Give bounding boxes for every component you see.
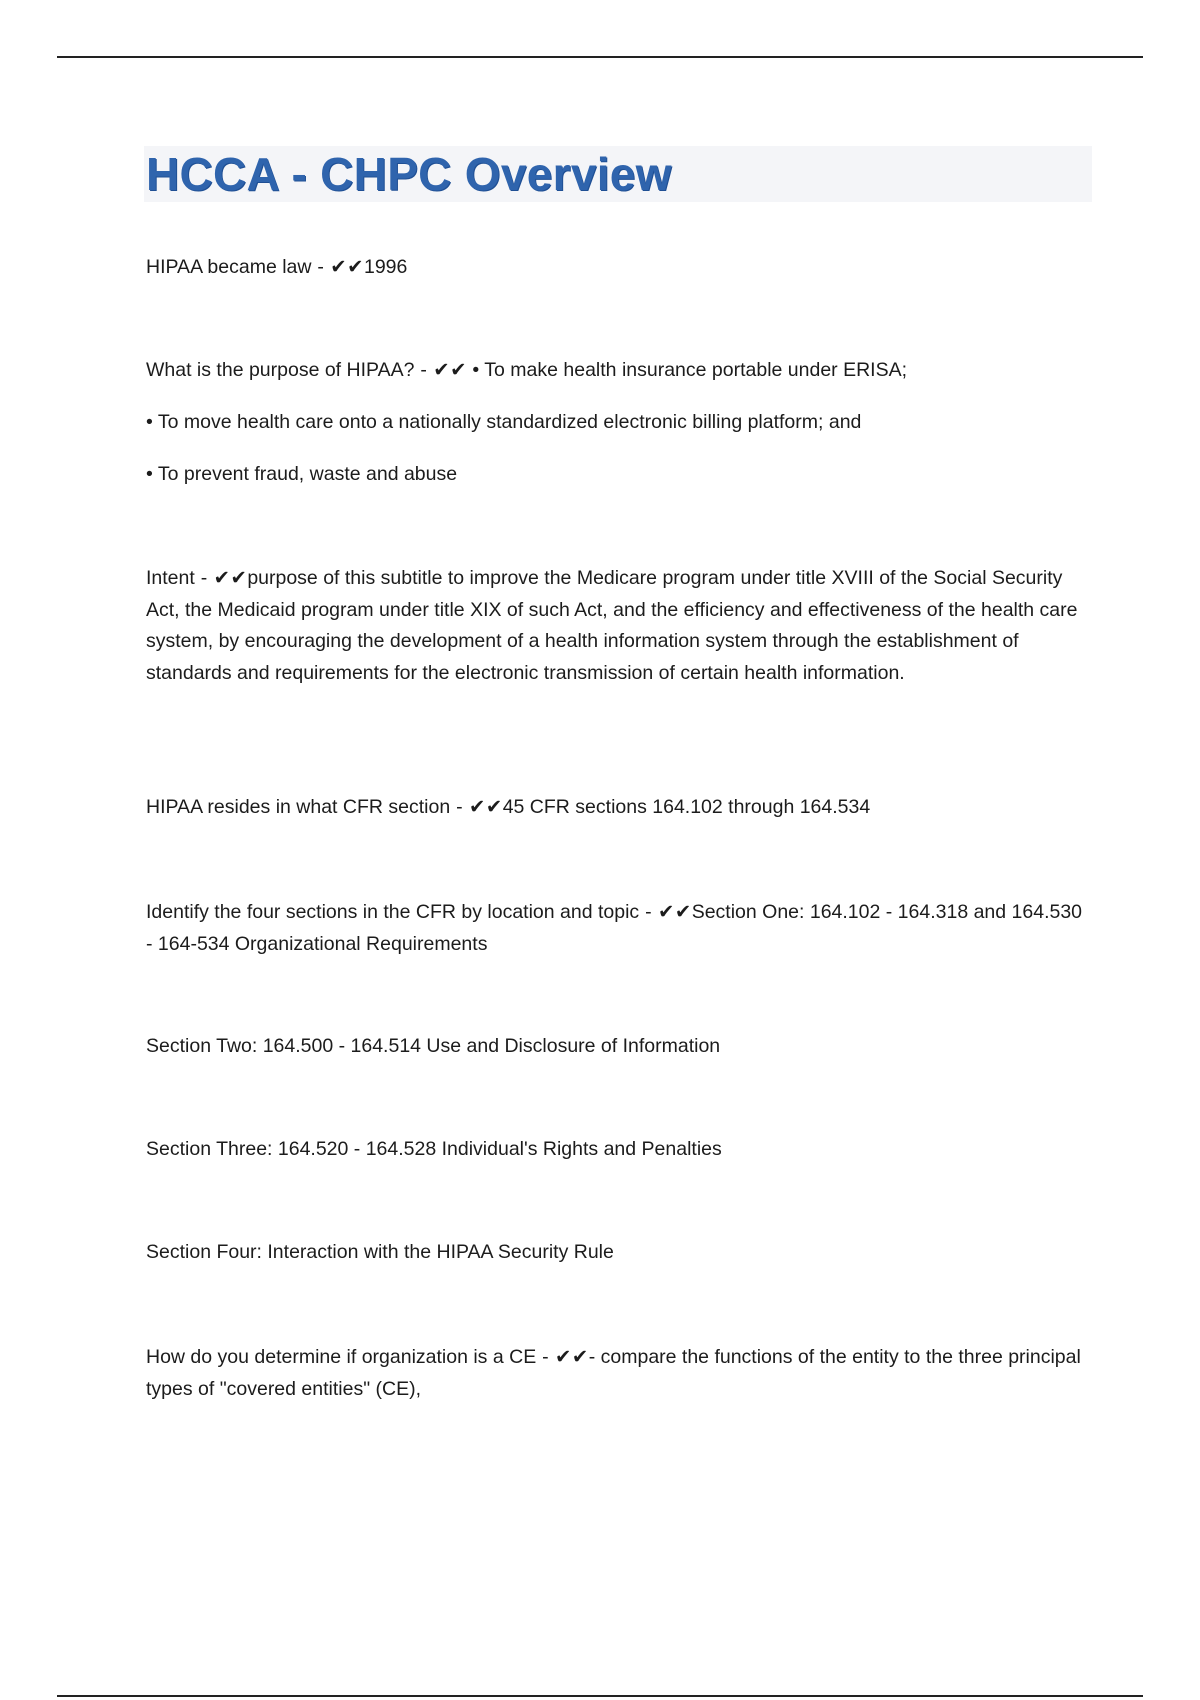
section-text: Section Two: 164.500 - 164.514 Use and Disclosure of Information — [146, 1035, 721, 1057]
entry-answer: - compare the functions of the entity to the three principal types of "covered entities" (CE), — [146, 1346, 1081, 1400]
entry-answer: 1996 — [363, 256, 408, 278]
check-mark-separator: - ✔✔ — [450, 796, 503, 818]
entry-2 — [146, 355, 1086, 387]
entry-question: HIPAA became law — [146, 256, 312, 278]
entry-question: What is the purpose of HIPAA? — [146, 359, 415, 381]
entry-question: Identify the four sections in the CFR by location and topic — [146, 901, 640, 923]
entry-answer: 45 CFR sections 164.102 through 164.534 — [502, 796, 871, 818]
entry-question: HIPAA resides in what CFR section — [146, 796, 451, 818]
header-rule — [57, 56, 1143, 58]
entry-intent — [146, 563, 1086, 689]
document-title: HCCA - CHPC Overview — [146, 148, 672, 200]
check-mark-separator: - ✔✔ — [194, 567, 248, 589]
bullet-line — [146, 407, 1086, 439]
entry-four-sections — [146, 897, 1086, 960]
entry-cfr-section — [146, 792, 1086, 824]
check-mark-separator: - ✔✔ — [536, 1346, 589, 1368]
check-mark-separator: - ✔✔ — [414, 359, 467, 381]
footer-rule — [57, 1695, 1143, 1697]
bullet-line — [146, 459, 1086, 491]
entry-answer: purpose of this subtitle to improve the Medicare program under title XVIII of the Social Security Act, the Medicaid program under title XIX of such Act, and the efficiency and effectiveness of the health care system, by encouraging the development of a health information system through the establishment of standards and requirements for the electronic transmission of certain health information. — [146, 567, 1078, 684]
check-mark-separator: - ✔✔ — [639, 901, 692, 923]
section-line — [146, 1031, 1086, 1063]
section-text: Section Four: Interaction with the HIPAA Security Rule — [146, 1241, 614, 1263]
section-line — [146, 1134, 1086, 1166]
entry-determine-ce — [146, 1342, 1086, 1405]
entry-question: How do you determine if organization is a CE — [146, 1346, 537, 1368]
section-line — [146, 1237, 1086, 1269]
entry-answer: • To make health insurance portable under ERISA; — [472, 359, 908, 381]
entry-1 — [146, 252, 1086, 284]
entry-question: Intent — [146, 567, 195, 589]
entry-answer: Section One: 164.102 - 164.318 and 164.530 - 164-534 Organizational Requirements — [146, 901, 1083, 955]
check-mark-separator: - ✔✔ — [311, 256, 364, 278]
section-text: Section Three: 164.520 - 164.528 Individual's Rights and Penalties — [146, 1138, 722, 1160]
bullet-text: • To prevent fraud, waste and abuse — [146, 463, 458, 485]
bullet-text: • To move health care onto a nationally standardized electronic billing platform; and — [146, 411, 862, 433]
